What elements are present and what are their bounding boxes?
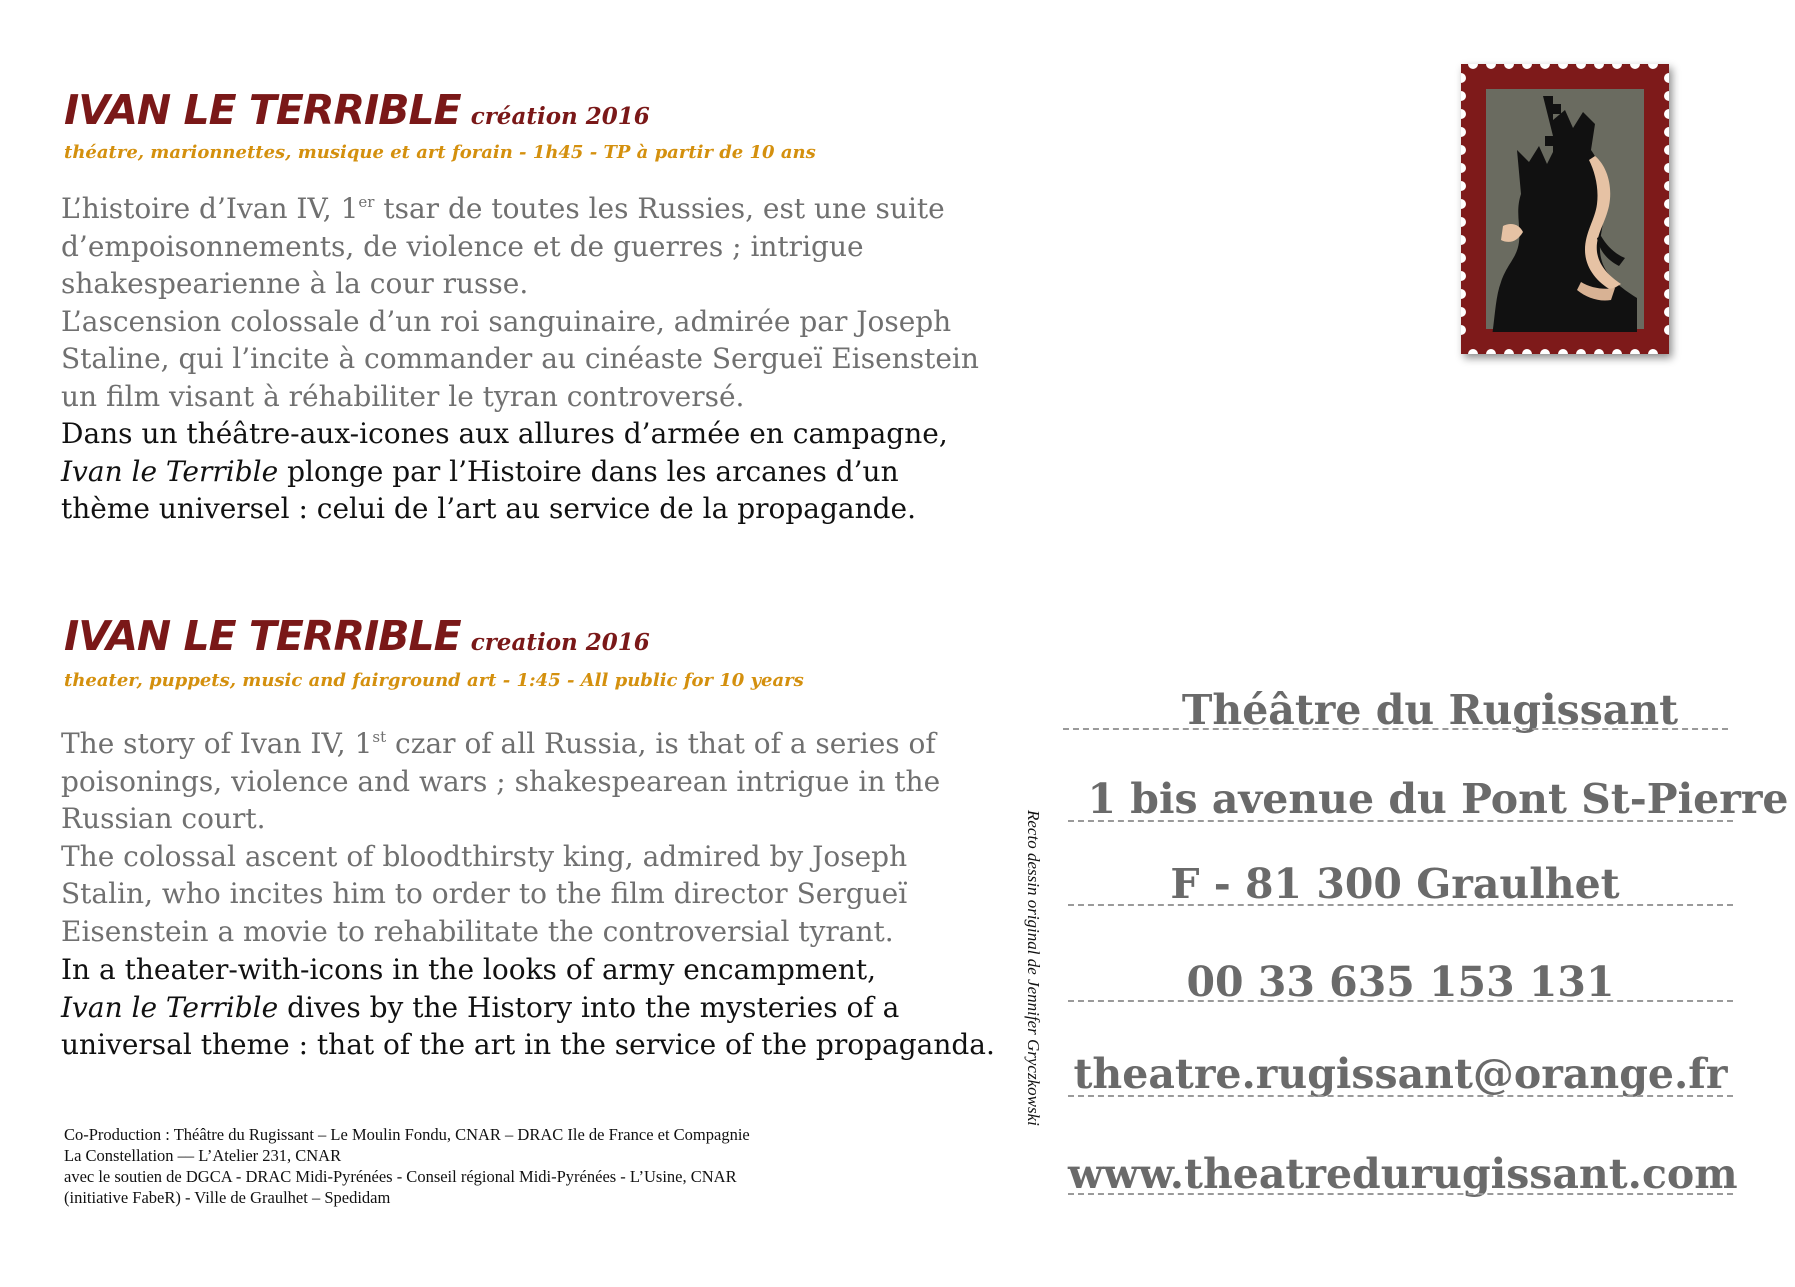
address-street: 1 bis avenue du Pont St-Pierre — [1087, 775, 1789, 823]
address-phone: 00 33 635 153 131 — [1186, 958, 1615, 1006]
en-p1-line2: poisonings, violence and wars ; shakespearean intrigue in the — [61, 764, 941, 798]
credits-line-1: Co-Production : Théâtre du Rugissant – Le Moulin Fondu, CNAR – DRAC Ile de France et Compagnie — [64, 1125, 750, 1144]
fr-p1-a: L’histoire d’Ivan IV, 1 — [61, 192, 359, 225]
address-website[interactable]: www.theatredurugissant.com — [1068, 1150, 1738, 1198]
fr-p2-line1: Dans un théâtre-aux-icones aux allures d’armée en campagne, — [61, 417, 948, 450]
en-p1-line5: Stalin, who incites him to order to the film director Sergueï — [61, 877, 908, 910]
fr-title: IVAN LE TERRIBLE — [64, 86, 461, 134]
en-p1-sup: st — [372, 728, 387, 746]
en-p1-line6: Eisenstein a movie to rehabilitate the controversial tyrant. — [61, 914, 894, 948]
fr-p1-line4: L’ascension colossale d’un roi sanguinaire, admirée par Joseph — [61, 304, 952, 338]
en-p1-a: The story of Ivan IV, 1 — [61, 727, 373, 760]
en-year: creation 2016 — [470, 629, 650, 656]
caption-text: Recto dessin original de Jennifer Gryczkowski — [1024, 810, 1043, 1126]
fr-title-row — [64, 86, 650, 134]
address-rule-4 — [1068, 1000, 1733, 1002]
fr-p1-line5: Staline, qui l’incite à commander au cinéaste Sergueï Eisenstein — [61, 342, 979, 375]
credits-line-3: avec le soutien de DGCA - DRAC Midi-Pyrénées - Conseil régional Midi-Pyrénées - L’Usine, CNAR — [64, 1167, 737, 1186]
fr-p2-italic-title: Ivan le Terrible — [61, 454, 279, 488]
en-p1-line4: The colossal ascent of bloodthirsty king, admired by Joseph — [61, 839, 908, 873]
credits-line-4: (initiative FabeR) - Ville de Graulhet – Spedidam — [64, 1188, 391, 1207]
en-p2-line3: universal theme : that of the art in the service of the propaganda. — [61, 1028, 995, 1061]
en-title-row — [64, 612, 650, 660]
credits-line-2: La Constellation –– L’Atelier 231, CNAR — [64, 1146, 342, 1165]
en-p2-line1: In a theater-with-icons in the looks of army encampment, — [61, 953, 877, 986]
fr-subtitle: théatre, marionnettes, musique et art forain - 1h45 - TP à partir de 10 ans — [64, 142, 816, 163]
address-rule-2 — [1068, 820, 1733, 822]
fr-p1-line6: un film visant à réhabiliter le tyran controversé. — [61, 379, 745, 413]
fr-p1-line2: d’empoisonnements, de violence et de guerres ; intrigue — [61, 229, 864, 263]
fr-p1-b: tsar de toutes les Russies, est une suite — [374, 192, 945, 225]
address-rule-1 — [1063, 728, 1728, 730]
credits — [64, 1124, 924, 1208]
fr-paragraph-history — [61, 190, 991, 415]
stamp-artwork — [1483, 86, 1647, 332]
fr-p1-sup: er — [358, 193, 375, 211]
fr-year: création 2016 — [470, 103, 650, 130]
fr-p1-line3: shakespearienne à la cour russe. — [61, 267, 529, 300]
address-rule-6 — [1068, 1193, 1733, 1195]
en-subtitle: theater, puppets, music and fairground art - 1:45 - All public for 10 years — [64, 670, 804, 691]
en-paragraph-theme — [61, 951, 1001, 1064]
en-p2-italic-title: Ivan le Terrible — [61, 990, 279, 1024]
stamp-frame — [1461, 64, 1669, 354]
address-email[interactable]: theatre.rugissant@orange.fr — [1073, 1050, 1728, 1098]
en-p1-b: czar of all Russia, is that of a series of — [386, 727, 936, 760]
en-paragraph-history — [61, 725, 991, 950]
en-p1-line3: Russian court. — [61, 802, 266, 835]
address-name: Théâtre du Rugissant — [1181, 686, 1679, 734]
address-city: F - 81 300 Graulhet — [1170, 860, 1620, 908]
address-rule-3 — [1068, 904, 1733, 906]
en-title: IVAN LE TERRIBLE — [64, 612, 461, 660]
fr-p2-line3: thème universel : celui de l’art au service de la propagande. — [61, 492, 917, 525]
crowned-tsar-silhouette-icon — [1483, 86, 1647, 332]
fr-paragraph-theme — [61, 415, 991, 528]
fr-p2-line2: plonge par l’Histoire dans les arcanes d’un — [278, 454, 899, 488]
vertical-caption — [1017, 810, 1043, 1200]
en-p2-line2: dives by the History into the mysteries of a — [278, 990, 900, 1024]
address-rule-5 — [1068, 1095, 1733, 1097]
